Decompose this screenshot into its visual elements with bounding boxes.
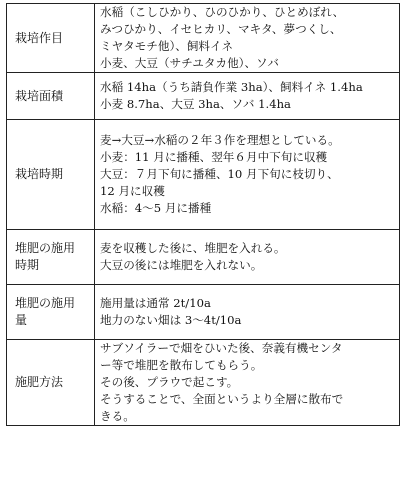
content-line: 大豆：７月下旬に播種、10 月下旬に枝切り、 (100, 167, 339, 181)
row-label (7, 340, 95, 426)
row-label (7, 73, 95, 120)
content-line: サブソイラーで畑をひいた後、奈義有機センタ (100, 341, 343, 355)
content-line: 12 月に収穫 (100, 184, 165, 198)
row-label (7, 4, 95, 73)
content-line: 水稲 14ha（うち請負作業 3ha）、飼料イネ 1.4ha (100, 80, 363, 94)
content-line: ー等で堆肥を散布してもらう。 (100, 358, 263, 372)
content-line: 地力のない畑は 3〜4t/10a (100, 313, 242, 327)
content-line: 水稲：4〜5 月に播種 (100, 201, 212, 215)
row-label-text: 堆肥の施用 (15, 296, 76, 310)
content-line: 小麦：11 月に播種、翌年６月中下旬に収穫 (100, 150, 328, 164)
content-line: みつひかり、イセヒカリ、マキタ、夢つくし、 (100, 22, 342, 36)
row-label-text: 堆肥の施用 (15, 241, 76, 255)
content-line: そうすることで、全面というより全層に散布で (100, 392, 344, 406)
row-content (95, 340, 400, 426)
row-content (95, 73, 400, 120)
content-line: 麦→大豆→水稲の２年３作を理想としている。 (100, 133, 340, 147)
row-label (7, 230, 95, 285)
content-line: 小麦 8.7ha、大豆 3ha、ソバ 1.4ha (100, 97, 291, 111)
table-row (7, 120, 400, 230)
content-line: 大豆の後には堆肥を入れない。 (100, 258, 263, 272)
table-row (7, 340, 400, 426)
table-row (7, 230, 400, 285)
farming-info-table (6, 3, 400, 426)
table-row (7, 285, 400, 340)
row-label-text: 栽培作目 (15, 30, 64, 45)
content-line: ミヤタモチ他）、飼料イネ (100, 39, 234, 53)
row-label-text: 時期 (15, 258, 40, 272)
row-label-text: 量 (15, 313, 28, 327)
row-label-text: 栽培時期 (15, 167, 64, 181)
table-row (7, 73, 400, 120)
content-line: きる。 (100, 409, 135, 423)
content-line: 麦を収穫した後に、堆肥を入れる。 (100, 241, 286, 255)
row-content (95, 285, 400, 340)
content-line: 小麦、大豆（サチユタカ他）、ソバ (100, 56, 280, 70)
row-content (95, 120, 400, 230)
row-content (95, 230, 400, 285)
row-label (7, 285, 95, 340)
content-line: 施用量は通常 2t/10a (100, 296, 211, 310)
content-line: その後、プラウで起こす。 (100, 375, 239, 389)
table-row (7, 4, 400, 73)
row-label-text: 栽培面積 (15, 88, 64, 103)
row-label (7, 120, 95, 230)
row-content (95, 4, 400, 73)
content-line: 水稲（こしひかり、ひのひかり、ひとめぼれ、 (100, 5, 345, 19)
row-label-text: 施肥方法 (15, 375, 64, 389)
